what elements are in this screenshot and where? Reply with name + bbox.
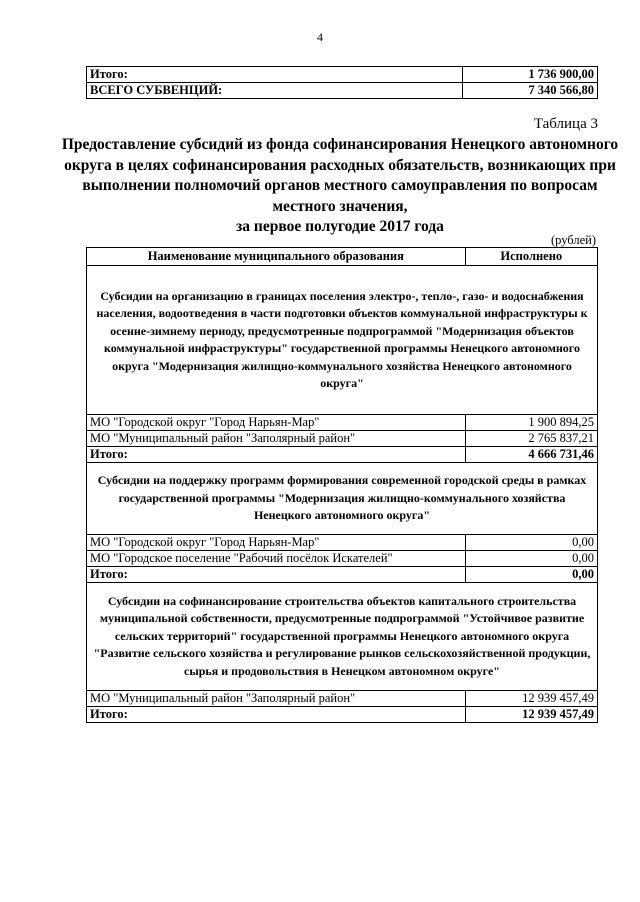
summary-label: ВСЕГО СУБВЕНЦИЙ:: [87, 83, 463, 99]
total-label: Итого:: [87, 707, 466, 723]
executed-value: 0,00: [465, 551, 597, 567]
municipality-name: МО "Городской округ "Город Нарьян-Мар": [87, 415, 466, 431]
section-title: Субсидии на организацию в границах поселения электро-, тепло-, газо- и водоснабжения населения, водоотведения в части подготовки объектов коммунальной инфраструктуры к осенне-зимнему периоду, предусмотренные подпрограммой "Модернизация объектов коммунальной инфраструктуры" государственной программы Ненецкого автономного округа "Модернизация жилищно-коммунального хозяйства Ненецкого автономного округа": [87, 266, 598, 415]
summary-value: 1 736 900,00: [462, 67, 597, 83]
table-row: [87, 691, 598, 707]
summary-table: [86, 66, 598, 99]
total-row: [87, 567, 598, 583]
total-label: Итого:: [87, 447, 466, 463]
total-row: [87, 707, 598, 723]
table-row: [87, 415, 598, 431]
subsidies-table: [86, 247, 598, 723]
section-header-row: [87, 583, 598, 691]
section-title: Субсидии на поддержку программ формирования современной городской среды в рамках государственной программы "Модернизация жилищно-коммунального хозяйства Ненецкого автономного округа": [87, 463, 598, 535]
column-header-name: Наименование муниципального образования: [87, 248, 466, 266]
table-row: [87, 535, 598, 551]
executed-value: 0,00: [465, 535, 597, 551]
total-value: 12 939 457,49: [465, 707, 597, 723]
total-value: 4 666 731,46: [465, 447, 597, 463]
table-row: [87, 67, 598, 83]
section-header-row: [87, 463, 598, 535]
executed-value: 12 939 457,49: [465, 691, 597, 707]
executed-value: 2 765 837,21: [465, 431, 597, 447]
total-row: [87, 447, 598, 463]
table-header-row: [87, 248, 598, 266]
units-label: (рублей): [550, 233, 596, 247]
executed-value: 1 900 894,25: [465, 415, 597, 431]
document-title-text: Предоставление субсидий из фонда софинансирования Ненецкого автономного округа в целях софинансирования расходных обязательств, возникающих при выполнении полномочий органов местного самоуправления по вопросам местного значения, за первое полугодие 2017 года: [61, 136, 619, 235]
document-title: [60, 135, 620, 238]
municipality-name: МО "Муниципальный район "Заполярный район": [87, 691, 466, 707]
summary-label: Итого:: [87, 67, 463, 83]
summary-value: 7 340 566,80: [462, 83, 597, 99]
table-row: [87, 83, 598, 99]
municipality-name: МО "Городское поселение "Рабочий посёлок Искателей": [87, 551, 466, 567]
table-row: [87, 551, 598, 567]
page-number: 4: [317, 30, 323, 44]
table-row: [87, 431, 598, 447]
table-label: Таблица 3: [533, 116, 598, 132]
section-header-row: [87, 266, 598, 415]
total-value: 0,00: [465, 567, 597, 583]
total-label: Итого:: [87, 567, 466, 583]
section-title: Субсидии на софинансирование строительства объектов капитального строительства муниципальной собственности, предусмотренные подпрограммой "Устойчивое развитие сельских территорий" государственной программы Ненецкого автономного округа "Развитие сельского хозяйства и регулирование рынков сельскохозяйственной продукции, сырья и продовольствия в Ненецком автономном округе": [87, 583, 598, 691]
municipality-name: МО "Муниципальный район "Заполярный район": [87, 431, 466, 447]
column-header-value: Исполнено: [465, 248, 597, 266]
municipality-name: МО "Городской округ "Город Нарьян-Мар": [87, 535, 466, 551]
